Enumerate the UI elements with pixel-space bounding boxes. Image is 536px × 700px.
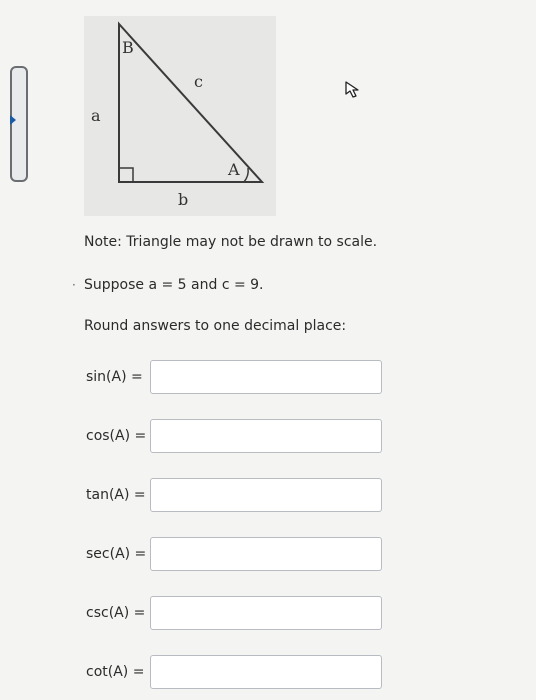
triangle-figure (84, 16, 276, 216)
side-label-a: a (91, 106, 101, 125)
csc-answer-input[interactable] (150, 596, 382, 630)
tan-label: tan(A) = (86, 487, 146, 503)
angle-a-arc (244, 168, 248, 182)
cos-answer-input[interactable] (150, 419, 382, 453)
vertex-label-b: B (122, 38, 134, 57)
sec-answer-input[interactable] (150, 537, 382, 571)
tan-answer-input[interactable] (150, 478, 382, 512)
side-label-b: b (178, 190, 189, 209)
expand-arrow-icon[interactable] (10, 115, 16, 125)
sin-label: sin(A) = (86, 369, 143, 385)
right-angle-marker (119, 168, 133, 182)
csc-label: csc(A) = (86, 605, 146, 621)
rounding-instruction: Round answers to one decimal place: (84, 318, 347, 334)
side-label-c: c (194, 72, 203, 91)
scale-note: Note: Triangle may not be drawn to scale. (84, 234, 378, 250)
bullet-dot: · (72, 278, 76, 292)
mouse-pointer-icon (344, 80, 366, 100)
right-triangle-diagram (84, 16, 276, 216)
cot-label: cot(A) = (86, 664, 145, 680)
cos-label: cos(A) = (86, 428, 147, 444)
vertex-label-a: A (228, 160, 240, 179)
given-values: Suppose a = 5 and c = 9. (84, 277, 264, 293)
sin-answer-input[interactable] (150, 360, 382, 394)
sec-label: sec(A) = (86, 546, 147, 562)
cot-answer-input[interactable] (150, 655, 382, 689)
